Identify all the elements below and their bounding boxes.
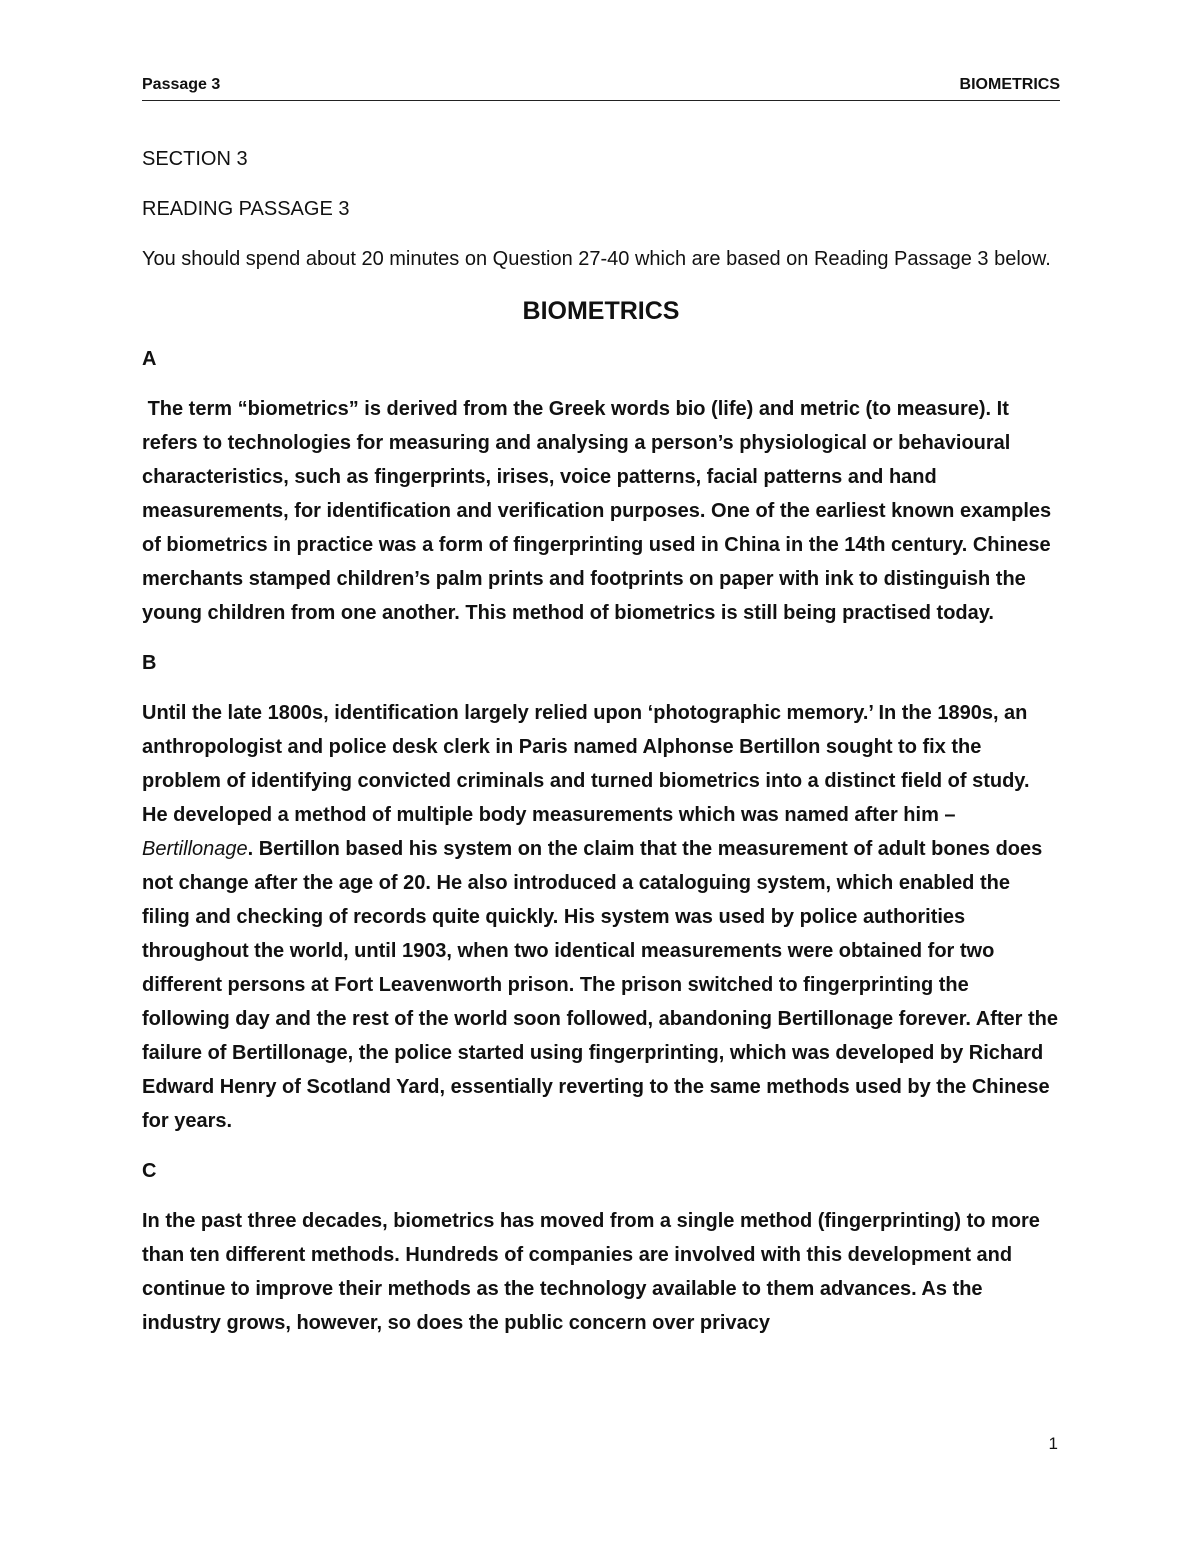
page-number: 1 bbox=[1048, 1434, 1058, 1453]
section-label: SECTION 3 bbox=[142, 148, 248, 170]
paragraph-b-part-1: Until the late 1800s, identification largely relied upon ‘photographic memory.’ In the 1890s, an anthropologist and police desk clerk in Paris named Alphonse Bertillon sought to fix the problem of identifying convicted criminals and turned biometrics into a distinct field of study. He developed a method of multiple body measurements which was named after him – bbox=[142, 702, 1030, 826]
passage-title: BIOMETRICS bbox=[522, 297, 680, 325]
paragraph-a: The term “biometrics” is derived from the Greek words bio (life) and metric (to measure). It refers to technologies for measuring and analysing a person’s physiological or behavioural characteristics, such as fingerprints, irises, voice patterns, facial patterns and hand measurements, for identification and verification purposes. One of the earliest known examples of biometrics in practice was a form of fingerprinting used in China in the 14th century. Chinese merchants stamped children’s palm prints and footprints on paper with ink to distinguish the young children from one another. This method of biometrics is still being practised today. bbox=[142, 398, 1057, 624]
page-content bbox=[142, 142, 1060, 1356]
instruction-text: You should spend about 20 minutes on Question 27-40 which are based on Reading Passage 3 below. bbox=[142, 248, 1051, 270]
paragraph-b bbox=[142, 696, 1060, 1138]
paragraph-b-italic-term: Bertillonage bbox=[142, 838, 248, 860]
paragraph-b-part-2: . Bertillon based his system on the claim that the measurement of adult bones does not change after the age of 20. He also introduced a cataloguing system, which enabled the filing and checking of records quite quickly. His system was used by police authorities throughout the world, until 1903, when two identical measurements were obtained for two different persons at Fort Leavenworth prison. The prison switched to fingerprinting the following day and the rest of the world soon followed, abandoning Bertillonage forever. After the failure of Bertillonage, the police started using fingerprinting, which was developed by Richard Edward Henry of Scotland Yard, essentially reverting to the same methods used by the Chinese for years. bbox=[142, 838, 1058, 1132]
paragraph-c: In the past three decades, biometrics has moved from a single method (fingerprinting) to more than ten different methods. Hundreds of companies are involved with this development and continue to improve their methods as the technology available to them advances. As the industry grows, however, so does the public concern over privacy bbox=[142, 1210, 1040, 1334]
paragraph-letter-c: C bbox=[142, 1160, 157, 1182]
header-passage-label: Passage 3 bbox=[142, 76, 221, 93]
page-header bbox=[142, 76, 1060, 101]
reading-passage-label: READING PASSAGE 3 bbox=[142, 198, 350, 220]
header-topic-label: BIOMETRICS bbox=[959, 76, 1060, 93]
paragraph-letter-b: B bbox=[142, 652, 157, 674]
paragraph-letter-a: A bbox=[142, 348, 157, 370]
